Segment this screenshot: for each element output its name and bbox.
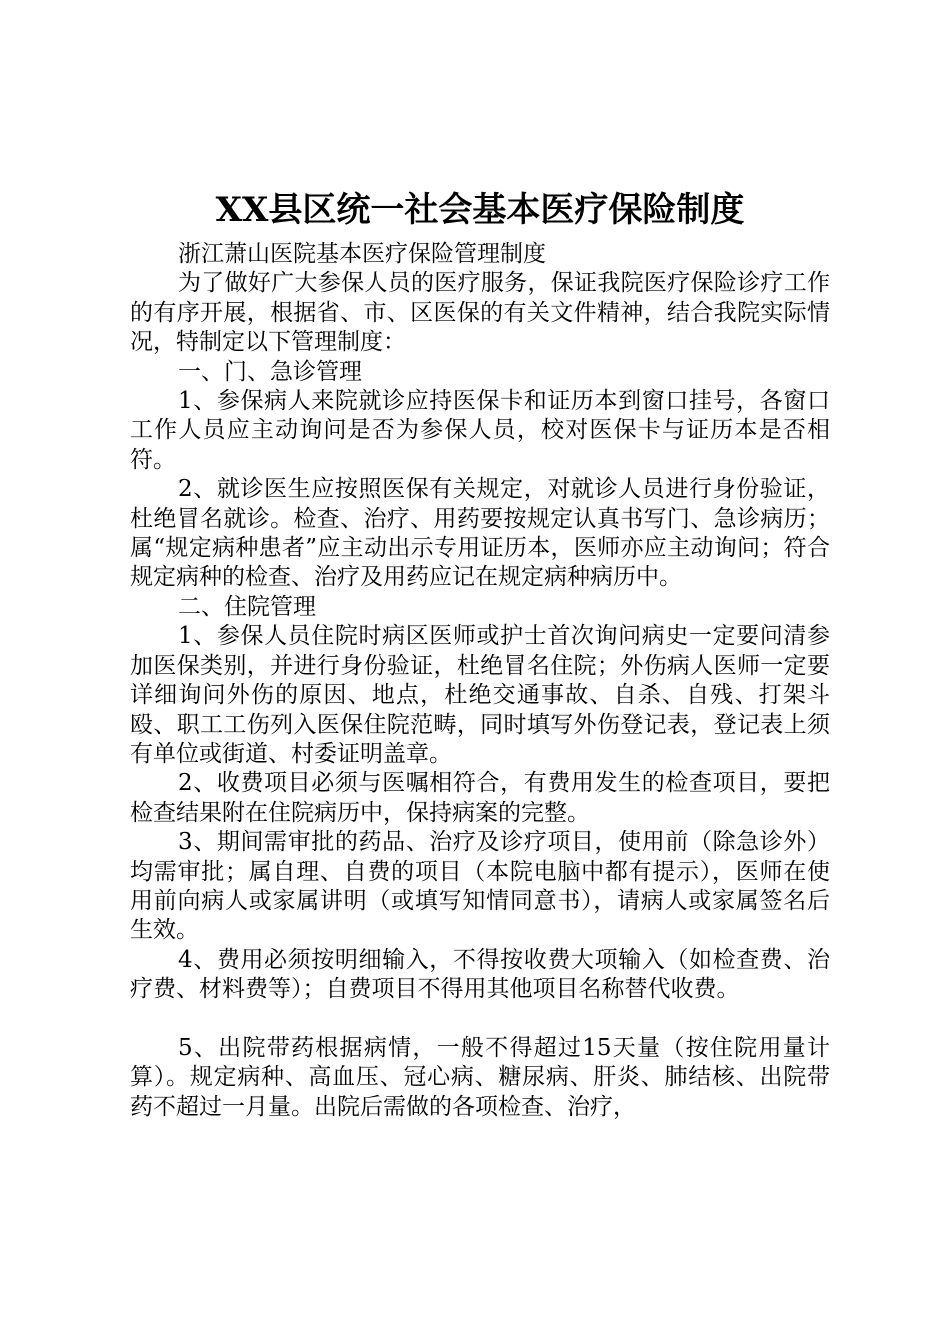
subtitle-paragraph: 浙江萧山医院基本医疗保险管理制度 [178, 241, 546, 267]
document-page [130, 180, 830, 1122]
inpatient-item-5: 5、出院带药根据病情，一般不得超过15天量（按住院用量计算）。规定病种、高血压、冠心病、糖尿病、肝炎、肺结核、出院带药不超过一月量。出院后需做的各项检查、治疗， [130, 1034, 830, 1120]
blank-line [130, 1005, 830, 1034]
section-heading-inpatient: 二、住院管理 [178, 593, 316, 620]
document-title: XX县区统一社会基本医疗保险制度 [215, 190, 745, 230]
outpatient-item-1: 1、参保病人来院就诊应持医保卡和证历本到窗口挂号，各窗口工作人员应主动询问是否为参保人员，校对医保卡与证历本是否相符。 [130, 388, 830, 473]
inpatient-item-1: 1、参保人员住院时病区医师或护士首次询问病史一定要问清参加医保类别，并进行身份验证，杜绝冒名住院；外伤病人医师一定要详细询问外伤的原因、地点，杜绝交通事故、自杀、自残、打架斗殴、职工工伤列入医保住院范畴，同时填写外伤登记表，登记表上须有单位或街道、村委证明盖章。 [130, 623, 830, 767]
intro-paragraph: 为了做好广大参保人员的医疗服务，保证我院医疗保险诊疗工作的有序开展，根据省、市、区医保的有关文件精神，结合我院实际情况，特制定以下管理制度： [130, 270, 830, 356]
section-heading-outpatient: 一、门、急诊管理 [178, 358, 362, 385]
outpatient-item-2: 2、就诊医生应按照医保有关规定，对就诊人员进行身份验证，杜绝冒名就诊。检查、治疗、用药要按规定认真书写门、急诊病历；属“规定病种患者”应主动出示专用证历本，医师亦应主动询问；符合规定病种的检查、治疗及用药应记在规定病种病历中。 [130, 476, 830, 591]
inpatient-item-2: 2、收费项目必须与医嘱相符合，有费用发生的检查项目，要把检查结果附在住院病历中，保持病案的完整。 [130, 770, 830, 826]
inpatient-item-3: 3、期间需审批的药品、治疗及诊疗项目，使用前（除急诊外）均需审批；属自理、自费的项目（本院电脑中都有提示），医师在使用前向病人或家属讲明（或填写知情同意书），请病人或家属签名后生效。 [130, 829, 830, 944]
inpatient-item-4: 4、费用必须按明细输入，不得按收费大项输入（如检查费、治疗费、材料费等）；自费项目不得用其他项目名称替代收费。 [130, 946, 830, 1003]
